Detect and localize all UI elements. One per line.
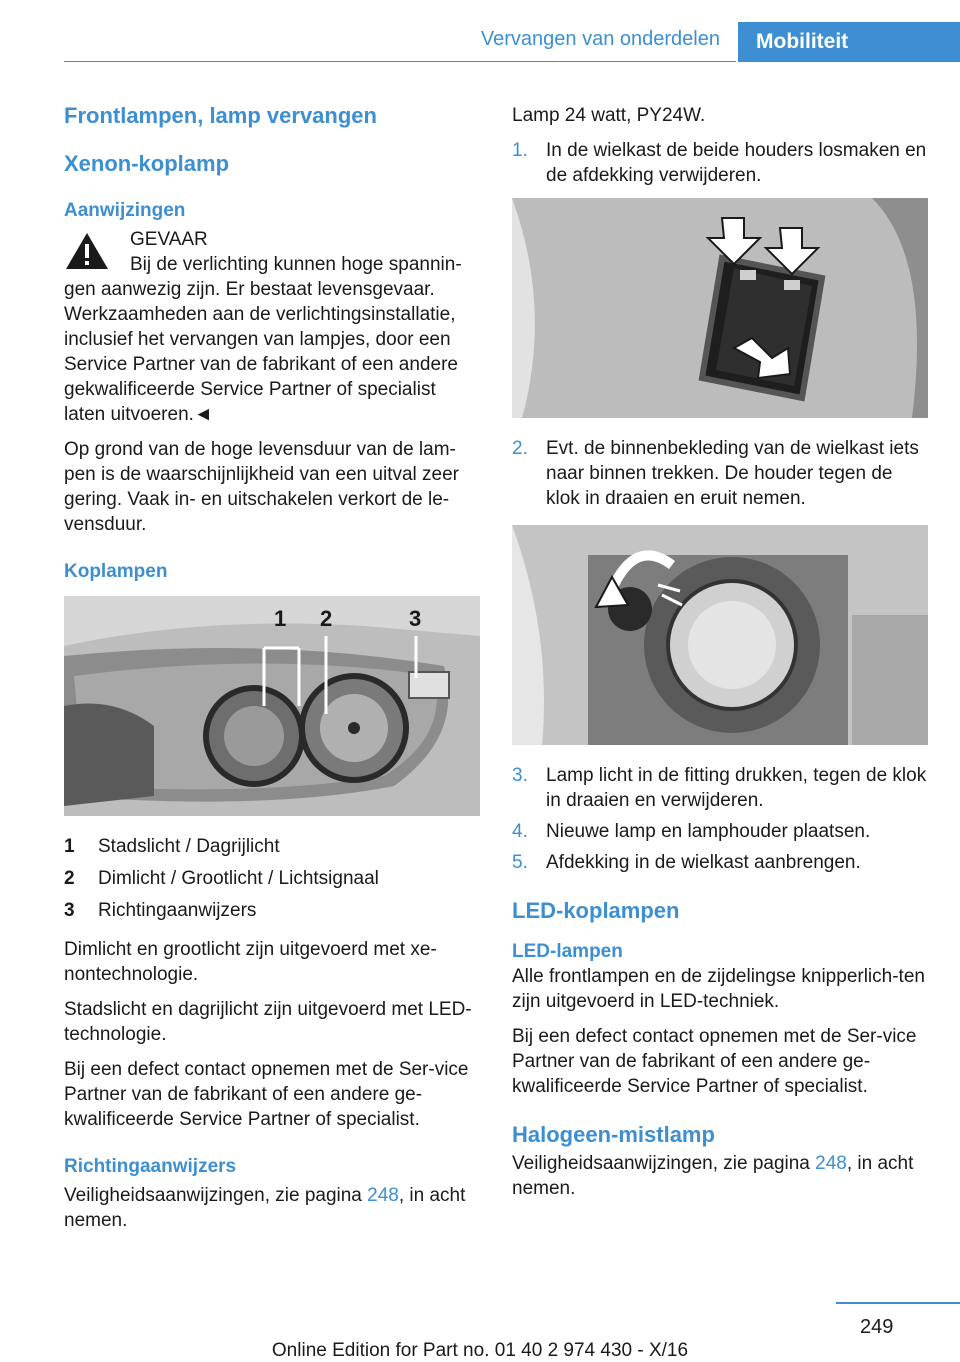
wheel-arch-figure (512, 198, 928, 418)
step-number: 2. (512, 438, 528, 459)
step-item (512, 819, 930, 844)
lamp-holder-figure (512, 525, 928, 745)
led-heading: LED-koplampen (512, 898, 680, 923)
left-column (64, 100, 482, 1243)
headlight-legend (64, 834, 482, 923)
step-number: 1. (512, 140, 528, 161)
right-column (512, 100, 930, 1211)
step-text: Lamp licht in de fitting drukken, tegen de klok in draaien en verwijderen. (546, 765, 927, 811)
warning-first-line: Bij de verlichting kunnen hoge spannin- (130, 254, 462, 275)
figure-label-1: 1 (274, 606, 287, 631)
step-item (512, 138, 930, 188)
page-title: Frontlampen, lamp vervangen (64, 103, 377, 128)
step-text: Afdekking in de wielkast aanbrengen. (546, 852, 861, 873)
legend-text: Stadslicht / Dagrijlicht (98, 836, 280, 857)
warning-triangle-icon (64, 231, 110, 271)
footer-rule (836, 1302, 960, 1304)
step-item (512, 763, 930, 813)
defect-paragraph: Bij een defect contact opnemen met de Ser-vice Partner van de fabrikant of een andere ge-kwalificeerde Service Partner of specialist. (64, 1059, 469, 1130)
warning-label: GEVAAR (130, 229, 208, 250)
figure-label-2: 2 (320, 606, 333, 631)
fog-page-link[interactable]: 248 (815, 1153, 847, 1174)
lamp-holder-illustration (512, 525, 928, 745)
header-chapter-tab[interactable]: Mobiliteit (738, 22, 960, 62)
legend-text: Richtingaanwijzers (98, 900, 257, 921)
led-paragraph: Stadslicht en dagrijlicht zijn uitgevoerd met LED-technologie. (64, 999, 472, 1045)
notes-heading: Aanwijzingen (64, 200, 186, 221)
page-header (0, 0, 960, 66)
figure-label-3: 3 (409, 606, 422, 631)
legend-text: Dimlicht / Grootlicht / Lichtsignaal (98, 868, 379, 889)
led-lamps-paragraph: Alle frontlampen en de zijdelingse knipperlich-ten zijn uitgevoerd in LED-techniek. (512, 966, 925, 1012)
legend-number: 3 (64, 900, 75, 921)
legend-item (64, 866, 482, 891)
page-number: 249 (860, 1316, 894, 1338)
headlight-illustration (64, 596, 480, 816)
indicators-page-link[interactable]: 248 (367, 1185, 399, 1206)
step-item (512, 436, 930, 511)
step-text: Evt. de binnenbekleding van de wielkast iets naar binnen trekken. De houder tegen de klok in draaien en eruit nemen. (546, 438, 919, 509)
fog-text: Veiligheidsaanwijzingen, zie pagina (512, 1153, 816, 1174)
header-rule (64, 61, 736, 62)
headlights-heading: Koplampen (64, 561, 168, 582)
legend-number: 2 (64, 868, 75, 889)
warning-text: gen aanwezig zijn. Er bestaat levensgevaar. Werkzaamheden aan de verlichtingsinstallatie, inclusief het vervangen van lampjes, door een Service Partner van de fabrikant of een andere gekwalificeerde Service Partner of specialist laten uitvoeren.◄ (64, 279, 458, 425)
legend-item (64, 898, 482, 923)
fog-text-end: , in acht nemen. (512, 1153, 914, 1199)
legend-number: 1 (64, 836, 75, 857)
led-lamps-heading: LED-lampen (512, 941, 623, 962)
step-text: Nieuwe lamp en lamphouder plaatsen. (546, 821, 871, 842)
header-section-title: Vervangen van onderdelen (480, 28, 720, 50)
legend-item (64, 834, 482, 859)
xenon-heading: Xenon-koplamp (64, 151, 230, 176)
step-number: 3. (512, 765, 528, 786)
led-defect-paragraph: Bij een defect contact opnemen met de Ser-vice Partner van de fabrikant of een andere ge-kwalificeerde Service Partner of specialist. (512, 1026, 917, 1097)
lifetime-paragraph: Op grond van de hoge levensduur van de lam-pen is de waarschijnlijkheid van een uitval zeer gering. Vaak in- en uitschakelen verkort de le-vensduur. (64, 439, 460, 535)
wheel-arch-illustration (512, 198, 928, 418)
xenon-paragraph: Dimlicht en grootlicht zijn uitgevoerd met xe-nontechnologie. (64, 939, 437, 985)
indicators-text-end: , in acht nemen. (64, 1185, 466, 1231)
headlight-figure (64, 596, 480, 816)
indicators-heading: Richtingaanwijzers (64, 1156, 237, 1177)
fog-paragraph (512, 1151, 930, 1201)
step-number: 5. (512, 852, 528, 873)
warning-block (64, 227, 482, 277)
fog-heading: Halogeen-mistlamp (512, 1122, 715, 1147)
step-text: In de wielkast de beide houders losmaken en de afdekking verwijderen. (546, 140, 927, 186)
step-number: 4. (512, 821, 528, 842)
indicators-paragraph (64, 1183, 482, 1233)
step-item (512, 850, 930, 875)
edition-note: Online Edition for Part no. 01 40 2 974 430 - X/16 (271, 1340, 689, 1361)
indicators-text: Veiligheidsaanwijzingen, zie pagina (64, 1185, 368, 1206)
lamp-spec: Lamp 24 watt, PY24W. (512, 105, 706, 126)
